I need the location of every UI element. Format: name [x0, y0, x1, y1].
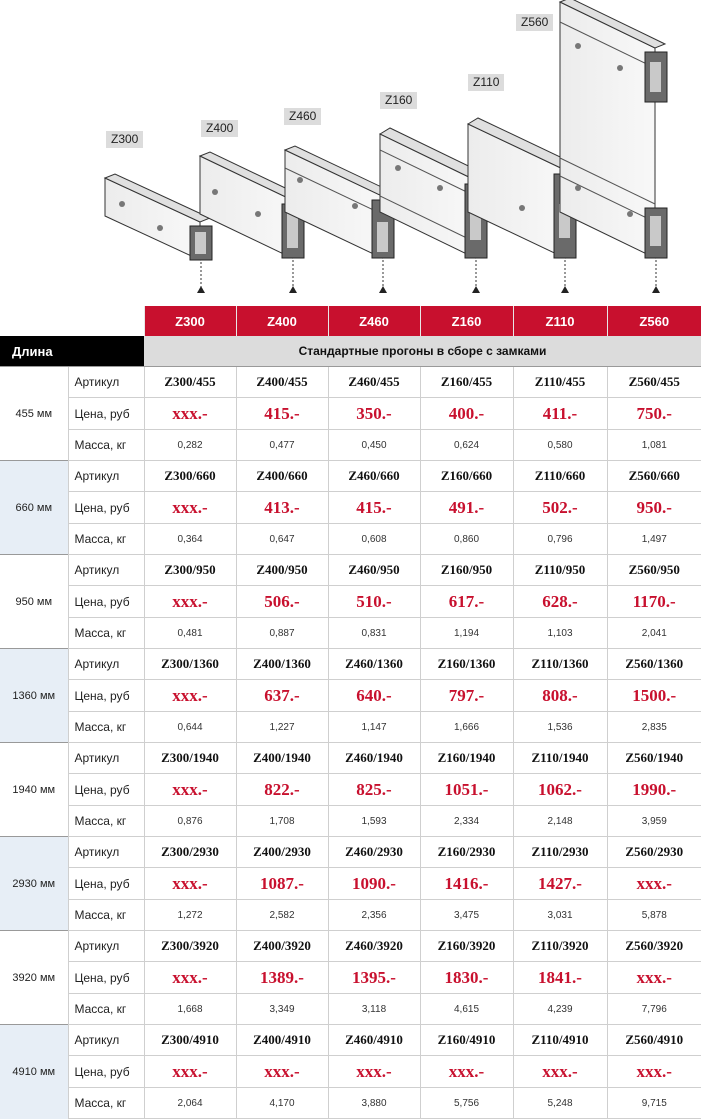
price-cell: 506.- [236, 586, 328, 618]
price-cell: 640.- [328, 680, 420, 712]
mass-cell: 2,041 [607, 618, 701, 649]
table-row [0, 398, 701, 430]
mass-label: Масса, кг [68, 712, 144, 743]
article-cell: Z400/950 [236, 555, 328, 586]
column-header-z300: Z300 [144, 306, 236, 336]
price-cell: xxx.- [328, 1056, 420, 1088]
price-label: Цена, руб [68, 774, 144, 806]
column-header-z160: Z160 [420, 306, 513, 336]
price-cell: 822.- [236, 774, 328, 806]
article-cell: Z560/455 [607, 367, 701, 398]
mass-label: Масса, кг [68, 618, 144, 649]
article-label: Артикул [68, 931, 144, 962]
mass-cell: 1,272 [144, 900, 236, 931]
mass-cell: 0,644 [144, 712, 236, 743]
profile-label-z160: Z160 [380, 92, 417, 109]
mass-cell: 0,831 [328, 618, 420, 649]
price-cell: 1395.- [328, 962, 420, 994]
mass-cell: 0,364 [144, 524, 236, 555]
price-label: Цена, руб [68, 962, 144, 994]
length-cell: 4910 мм [0, 1025, 68, 1119]
article-cell: Z110/4910 [513, 1025, 607, 1056]
length-cell: 1360 мм [0, 649, 68, 743]
price-cell: 1062.- [513, 774, 607, 806]
mass-cell: 0,876 [144, 806, 236, 837]
profile-z460-image [285, 146, 394, 293]
article-label: Артикул [68, 743, 144, 774]
price-cell: 617.- [420, 586, 513, 618]
article-cell: Z460/1360 [328, 649, 420, 680]
article-cell: Z460/4910 [328, 1025, 420, 1056]
table-row [0, 555, 701, 586]
price-cell: xxx.- [607, 1056, 701, 1088]
length-cell: 660 мм [0, 461, 68, 555]
mass-cell: 1,668 [144, 994, 236, 1025]
mass-label: Масса, кг [68, 430, 144, 461]
article-cell: Z160/4910 [420, 1025, 513, 1056]
mass-cell: 1,194 [420, 618, 513, 649]
article-cell: Z560/950 [607, 555, 701, 586]
price-cell: xxx.- [144, 680, 236, 712]
article-cell: Z110/3920 [513, 931, 607, 962]
mass-cell: 0,887 [236, 618, 328, 649]
mass-cell: 3,475 [420, 900, 513, 931]
mass-cell: 1,081 [607, 430, 701, 461]
price-label: Цена, руб [68, 1056, 144, 1088]
table-row [0, 367, 701, 398]
price-label: Цена, руб [68, 586, 144, 618]
mass-cell: 2,835 [607, 712, 701, 743]
article-cell: Z160/660 [420, 461, 513, 492]
article-cell: Z560/3920 [607, 931, 701, 962]
mass-cell: 1,708 [236, 806, 328, 837]
column-header-z460: Z460 [328, 306, 420, 336]
mass-cell: 7,796 [607, 994, 701, 1025]
mass-cell: 0,481 [144, 618, 236, 649]
article-cell: Z110/1940 [513, 743, 607, 774]
mass-cell: 9,715 [607, 1088, 701, 1119]
table-row [0, 524, 701, 555]
price-cell: 628.- [513, 586, 607, 618]
article-cell: Z300/3920 [144, 931, 236, 962]
article-cell: Z400/2930 [236, 837, 328, 868]
profile-label-z110: Z110 [468, 74, 504, 91]
article-label: Артикул [68, 1025, 144, 1056]
article-cell: Z110/950 [513, 555, 607, 586]
mass-cell: 1,536 [513, 712, 607, 743]
article-cell: Z460/1940 [328, 743, 420, 774]
mass-cell: 2,148 [513, 806, 607, 837]
price-cell: 1051.- [420, 774, 513, 806]
mass-cell: 1,497 [607, 524, 701, 555]
price-cell: xxx.- [607, 868, 701, 900]
article-label: Артикул [68, 367, 144, 398]
table-row [0, 837, 701, 868]
mass-cell: 0,860 [420, 524, 513, 555]
table-row [0, 680, 701, 712]
length-cell: 2930 мм [0, 837, 68, 931]
table-row [0, 931, 701, 962]
price-cell: 415.- [328, 492, 420, 524]
article-cell: Z300/455 [144, 367, 236, 398]
mass-cell: 0,477 [236, 430, 328, 461]
length-cell: 1940 мм [0, 743, 68, 837]
mass-cell: 5,248 [513, 1088, 607, 1119]
article-cell: Z400/3920 [236, 931, 328, 962]
profile-label-z460: Z460 [284, 108, 321, 125]
mass-cell: 3,349 [236, 994, 328, 1025]
mass-cell: 2,334 [420, 806, 513, 837]
table-row [0, 430, 701, 461]
price-cell: xxx.- [144, 1056, 236, 1088]
mass-cell: 0,282 [144, 430, 236, 461]
price-cell: 1500.- [607, 680, 701, 712]
price-cell: 350.- [328, 398, 420, 430]
mass-cell: 2,356 [328, 900, 420, 931]
column-header-z110: Z110 [513, 306, 607, 336]
profile-header-row [0, 306, 701, 336]
article-cell: Z160/1360 [420, 649, 513, 680]
table-row [0, 1056, 701, 1088]
article-cell: Z460/3920 [328, 931, 420, 962]
article-cell: Z160/950 [420, 555, 513, 586]
table-row [0, 492, 701, 524]
mass-cell: 0,580 [513, 430, 607, 461]
article-cell: Z160/1940 [420, 743, 513, 774]
price-cell: xxx.- [607, 962, 701, 994]
price-label: Цена, руб [68, 868, 144, 900]
price-cell: 825.- [328, 774, 420, 806]
mass-cell: 0,450 [328, 430, 420, 461]
table-row [0, 774, 701, 806]
price-label: Цена, руб [68, 680, 144, 712]
article-cell: Z400/455 [236, 367, 328, 398]
article-cell: Z400/660 [236, 461, 328, 492]
table-row [0, 1025, 701, 1056]
article-cell: Z560/2930 [607, 837, 701, 868]
price-cell: 491.- [420, 492, 513, 524]
length-cell: 950 мм [0, 555, 68, 649]
price-cell: xxx.- [144, 492, 236, 524]
price-cell: xxx.- [144, 586, 236, 618]
profile-label-z300: Z300 [106, 131, 143, 148]
price-cell: 1990.- [607, 774, 701, 806]
price-cell: xxx.- [420, 1056, 513, 1088]
profiles-illustration [0, 0, 701, 306]
mass-cell: 1,103 [513, 618, 607, 649]
price-cell: 750.- [607, 398, 701, 430]
article-label: Артикул [68, 555, 144, 586]
mass-cell: 0,796 [513, 524, 607, 555]
article-cell: Z460/2930 [328, 837, 420, 868]
price-cell: xxx.- [144, 398, 236, 430]
price-cell: 502.- [513, 492, 607, 524]
price-cell: xxx.- [144, 774, 236, 806]
mass-cell: 3,880 [328, 1088, 420, 1119]
profiles-drawing [0, 0, 701, 306]
mass-label: Масса, кг [68, 900, 144, 931]
table-row [0, 712, 701, 743]
column-header-z560: Z560 [607, 306, 701, 336]
table-row [0, 743, 701, 774]
price-label: Цена, руб [68, 492, 144, 524]
price-cell: 1841.- [513, 962, 607, 994]
mass-cell: 1,593 [328, 806, 420, 837]
price-cell: 950.- [607, 492, 701, 524]
price-cell: 411.- [513, 398, 607, 430]
mass-label: Масса, кг [68, 994, 144, 1025]
price-cell: xxx.- [513, 1056, 607, 1088]
article-cell: Z460/660 [328, 461, 420, 492]
article-cell: Z400/1360 [236, 649, 328, 680]
price-cell: 400.- [420, 398, 513, 430]
table-row [0, 1088, 701, 1119]
price-cell: 413.- [236, 492, 328, 524]
table-row [0, 586, 701, 618]
article-cell: Z300/1360 [144, 649, 236, 680]
price-cell: 1090.- [328, 868, 420, 900]
article-cell: Z160/2930 [420, 837, 513, 868]
price-table [0, 306, 701, 1119]
article-cell: Z300/1940 [144, 743, 236, 774]
price-cell: 415.- [236, 398, 328, 430]
article-cell: Z110/660 [513, 461, 607, 492]
mass-cell: 4,615 [420, 994, 513, 1025]
price-label: Цена, руб [68, 398, 144, 430]
mass-cell: 2,064 [144, 1088, 236, 1119]
length-cell: 3920 мм [0, 931, 68, 1025]
article-cell: Z300/4910 [144, 1025, 236, 1056]
article-cell: Z160/455 [420, 367, 513, 398]
article-label: Артикул [68, 649, 144, 680]
article-cell: Z110/1360 [513, 649, 607, 680]
table-row [0, 461, 701, 492]
article-label: Артикул [68, 461, 144, 492]
profile-label-z560: Z560 [516, 14, 553, 31]
mass-cell: 5,878 [607, 900, 701, 931]
profile-z300-image [105, 174, 212, 293]
mass-cell: 3,959 [607, 806, 701, 837]
mass-cell: 3,118 [328, 994, 420, 1025]
mass-label: Масса, кг [68, 524, 144, 555]
price-cell: 797.- [420, 680, 513, 712]
price-cell: 1389.- [236, 962, 328, 994]
article-cell: Z400/1940 [236, 743, 328, 774]
mass-cell: 2,582 [236, 900, 328, 931]
table-row [0, 994, 701, 1025]
mass-cell: 1,147 [328, 712, 420, 743]
table-row [0, 962, 701, 994]
table-row [0, 806, 701, 837]
mass-label: Масса, кг [68, 1088, 144, 1119]
mass-cell: 5,756 [420, 1088, 513, 1119]
table-row [0, 900, 701, 931]
profile-label-z400: Z400 [201, 120, 238, 137]
price-cell: 1830.- [420, 962, 513, 994]
article-cell: Z460/455 [328, 367, 420, 398]
article-cell: Z560/4910 [607, 1025, 701, 1056]
mass-label: Масса, кг [68, 806, 144, 837]
price-cell: 510.- [328, 586, 420, 618]
mass-cell: 3,031 [513, 900, 607, 931]
article-cell: Z300/2930 [144, 837, 236, 868]
article-label: Артикул [68, 837, 144, 868]
table-row [0, 868, 701, 900]
price-cell: xxx.- [236, 1056, 328, 1088]
mass-cell: 1,666 [420, 712, 513, 743]
article-cell: Z300/660 [144, 461, 236, 492]
mass-cell: 0,608 [328, 524, 420, 555]
article-cell: Z460/950 [328, 555, 420, 586]
article-cell: Z160/3920 [420, 931, 513, 962]
price-cell: 1427.- [513, 868, 607, 900]
price-cell: xxx.- [144, 962, 236, 994]
article-cell: Z560/660 [607, 461, 701, 492]
price-cell: xxx.- [144, 868, 236, 900]
article-cell: Z560/1940 [607, 743, 701, 774]
article-cell: Z300/950 [144, 555, 236, 586]
length-cell: 455 мм [0, 367, 68, 461]
article-cell: Z110/455 [513, 367, 607, 398]
mass-cell: 4,239 [513, 994, 607, 1025]
subheader-row [0, 336, 701, 367]
article-cell: Z110/2930 [513, 837, 607, 868]
article-cell: Z560/1360 [607, 649, 701, 680]
header-spacer [0, 306, 144, 336]
article-cell: Z400/4910 [236, 1025, 328, 1056]
mass-cell: 0,647 [236, 524, 328, 555]
price-cell: 637.- [236, 680, 328, 712]
table-row [0, 649, 701, 680]
mass-cell: 4,170 [236, 1088, 328, 1119]
table-row [0, 618, 701, 649]
length-header: Длина [0, 336, 144, 367]
standard-header: Стандартные прогоны в сборе с замками [144, 336, 701, 367]
column-header-z400: Z400 [236, 306, 328, 336]
price-cell: 1170.- [607, 586, 701, 618]
price-cell: 1416.- [420, 868, 513, 900]
mass-cell: 1,227 [236, 712, 328, 743]
price-cell: 1087.- [236, 868, 328, 900]
price-cell: 808.- [513, 680, 607, 712]
mass-cell: 0,624 [420, 430, 513, 461]
